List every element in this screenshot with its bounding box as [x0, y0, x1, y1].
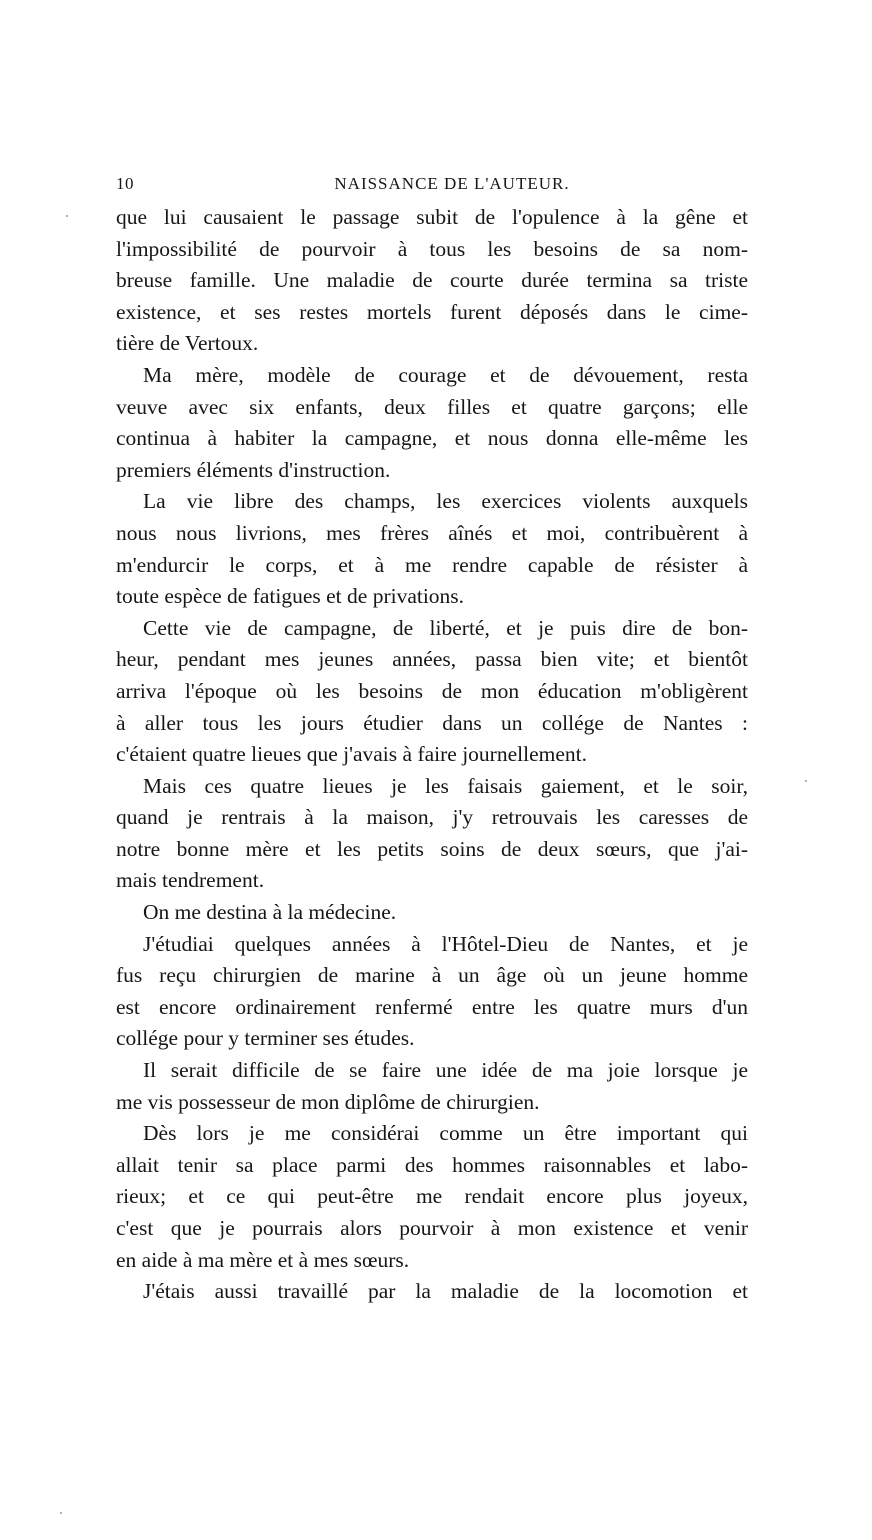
- paragraph: [116, 1118, 748, 1276]
- text-line: premiers éléments d'instruction.: [116, 457, 391, 482]
- text-line: notre bonne mère et les petits soins de deux sœurs, que j'ai-: [116, 836, 748, 861]
- text-line: quand je rentrais à la maison, j'y retrouvais les caresses de: [116, 805, 748, 830]
- paper-speck: [66, 215, 68, 217]
- text-line: fus reçu chirurgien de marine à un âge où un jeune homme: [116, 963, 748, 988]
- text-line: en aide à ma mère et à mes sœurs.: [116, 1247, 410, 1272]
- paragraph: [116, 929, 748, 1055]
- text-line: mais tendrement.: [116, 868, 265, 893]
- text-line: nous nous livrions, mes frères aînés et moi, contribuèrent à: [116, 520, 748, 545]
- text-line: l'impossibilité de pourvoir à tous les besoins de sa nom-: [116, 236, 748, 261]
- text-line: c'est que je pourrais alors pourvoir à mon existence et venir: [116, 1216, 748, 1240]
- text-line: On me destina à la médecine.: [143, 900, 397, 925]
- text-line: La vie libre des champs, les exercices violents auxquels: [143, 489, 748, 514]
- paragraph: [116, 360, 748, 486]
- text-line: heur, pendant mes jeunes années, passa bien vite; et bientôt: [116, 647, 748, 672]
- paragraph: [116, 613, 748, 771]
- text-line: breuse famille. Une maladie de courte durée termina sa triste: [116, 268, 748, 293]
- running-title: NAISSANCE DE L'AUTEUR.: [334, 174, 570, 193]
- text-line: arriva l'époque où les besoins de mon éducation m'obligèrent: [116, 678, 748, 703]
- paragraph: [116, 202, 748, 360]
- text-line: me vis possesseur de mon diplôme de chirurgien.: [116, 1089, 540, 1114]
- text-line: veuve avec six enfants, deux filles et quatre garçons; elle: [116, 394, 748, 419]
- text-line: Mais ces quatre lieues je les faisais gaiement, et le soir,: [143, 773, 748, 798]
- text-line: existence, et ses restes mortels furent déposés dans le cime-: [116, 299, 748, 324]
- text-line: allait tenir sa place parmi des hommes raisonnables et labo-: [116, 1152, 748, 1177]
- text-line: à aller tous les jours étudier dans un collége de Nantes :: [116, 710, 748, 735]
- text-line: c'étaient quatre lieues que j'avais à faire journellement.: [116, 742, 587, 767]
- paragraph: [116, 897, 748, 929]
- paragraph: [116, 1276, 748, 1308]
- page-number: 10: [116, 174, 134, 193]
- text-line: m'endurcir le corps, et à me rendre capable de résister à: [116, 552, 748, 577]
- text-line: toute espèce de fatigues et de privations.: [116, 584, 465, 609]
- text-line: continua à habiter la campagne, et nous donna elle-même les: [116, 426, 748, 451]
- text-line: J'étais aussi travaillé par la maladie de la locomotion et: [143, 1279, 748, 1304]
- text-line: Cette vie de campagne, de liberté, et je puis dire de bon-: [143, 615, 748, 640]
- text-line: rieux; et ce qui peut-être me rendait encore plus joyeux,: [116, 1184, 748, 1209]
- book-page: [116, 168, 748, 1308]
- running-head: [116, 168, 748, 202]
- text-line: Ma mère, modèle de courage et de dévouement, resta: [143, 362, 748, 387]
- text-line: Il serait difficile de se faire une idée de ma joie lorsque je: [143, 1058, 748, 1083]
- text-line: collége pour y terminer ses études.: [116, 1026, 415, 1051]
- paper-speck: [60, 1512, 62, 1514]
- body-text: [116, 202, 748, 1308]
- paragraph: [116, 1055, 748, 1118]
- paper-speck: [805, 780, 807, 782]
- paragraph: [116, 486, 748, 612]
- text-line: que lui causaient le passage subit de l'opulence à la gêne et: [116, 205, 748, 229]
- text-line: Dès lors je me considérai comme un être important qui: [143, 1121, 748, 1146]
- text-line: tière de Vertoux.: [116, 331, 259, 356]
- paragraph: [116, 771, 748, 897]
- text-line: est encore ordinairement renfermé entre les quatre murs d'un: [116, 994, 748, 1019]
- text-line: J'étudiai quelques années à l'Hôtel-Dieu de Nantes, et je: [143, 931, 748, 956]
